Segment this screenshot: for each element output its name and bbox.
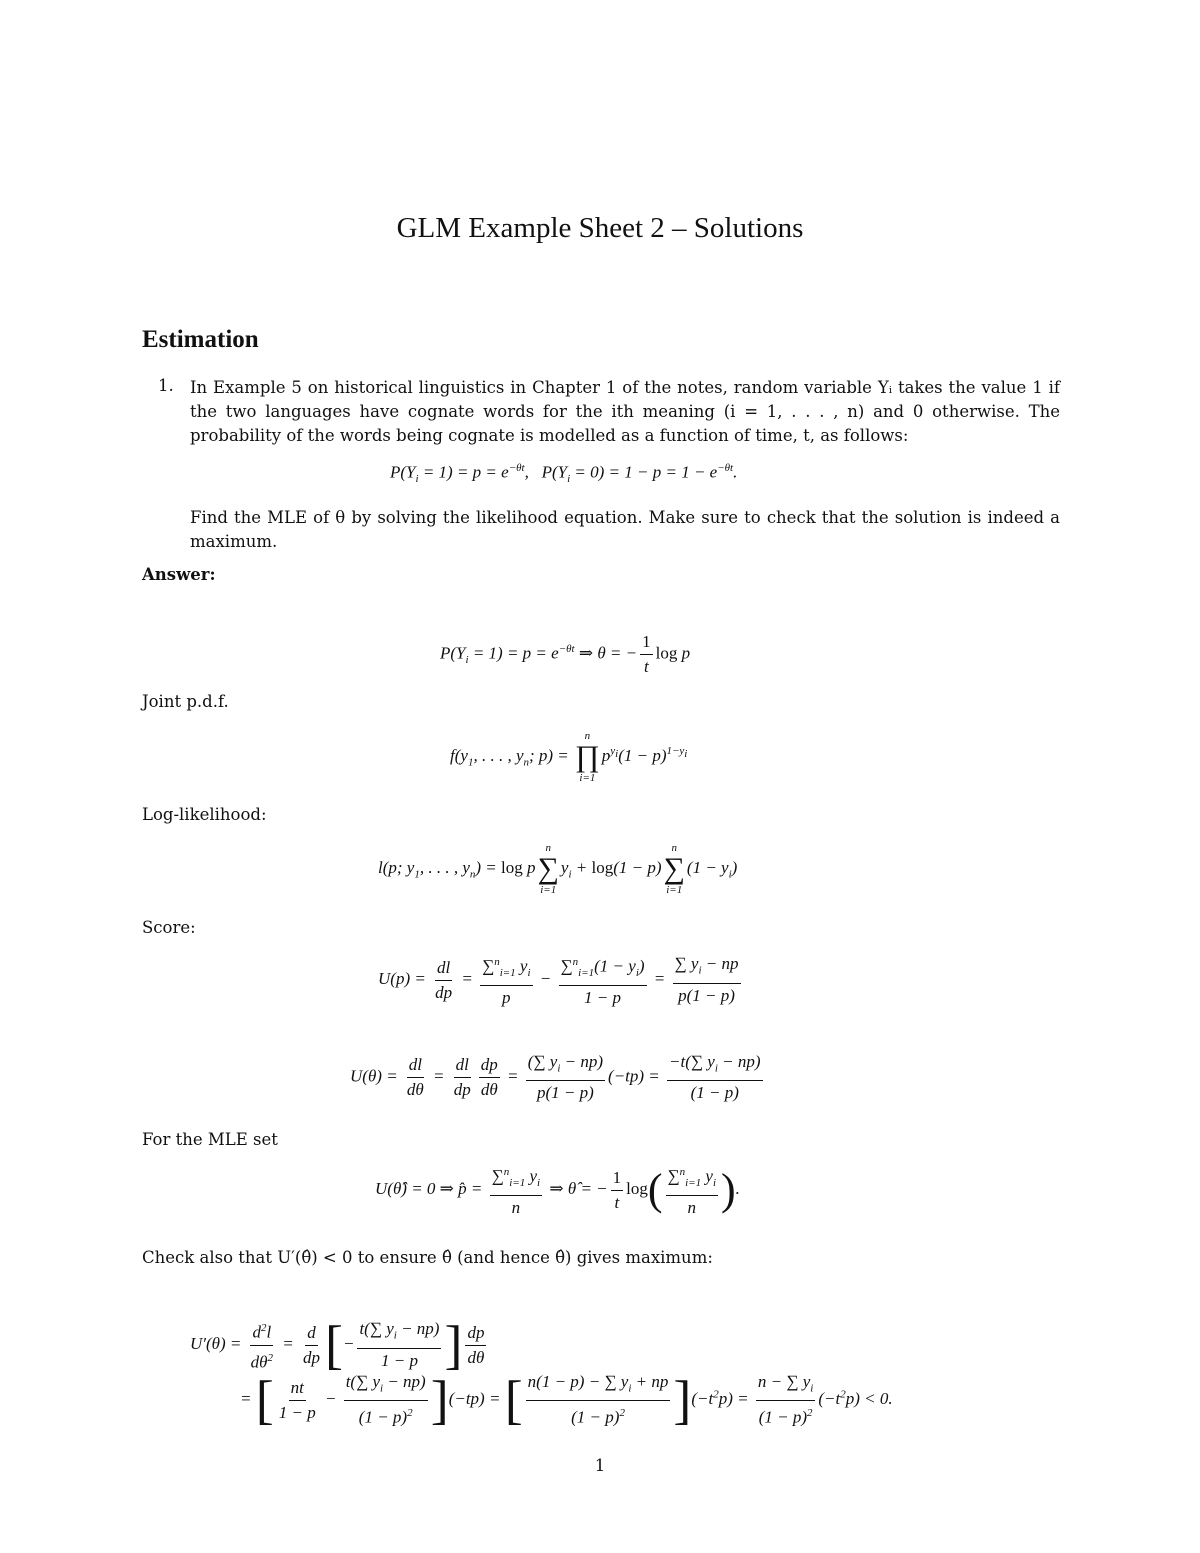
section-heading: Estimation — [142, 326, 259, 353]
question-text: In Example 5 on historical linguistics in Chapter 1 of the notes, random variable Yᵢ takes the value 1 if the two languages have cognate words for the ith meaning (i = 1, . . . , n) and 0 otherwise. The probability of the words being cognate is modelled as a function of time, t, as follows: — [190, 378, 1060, 445]
question-task: Find the MLE of θ by solving the likelihood equation. Make sure to check that the solution is indeed a maximum. — [190, 508, 1060, 551]
question-number: 1. — [158, 376, 174, 395]
score-label: Score: — [142, 918, 196, 937]
equation-second-derivative-1: U′(θ) = $\frac{d^2l}{d\theta^2}$ = $\frac{d}{dp}$ [− $\frac{t(\sum y_i - np)}{1 - p}$ ] $\frac{dp}{d\theta}$ — [190, 1315, 485, 1376]
model-equation: $P(Y_i = 1) = p = e^{-\theta t}$, $P(Y_i = 0) = 1 - p = 1 - e^{-\theta t}$. — [390, 462, 738, 486]
equation-joint: $f(y_1$, . . . , $y_n$; p) = n ∏ i=1 $p^{y_i}(1 - p)^{1-y_i}$ — [450, 730, 688, 784]
equation-score-theta: U(θ) = $\frac{dl}{d\theta}$ = $\frac{dl}{dp}$ $\frac{dp}{d\theta}$ = $\frac{(\sum y_i - np)}{p(1 - p)}$ (−tp) = $\frac{-t(\sum y_i - np)}{(1 - p)}$ — [350, 1052, 761, 1103]
answer-label: Answer: — [142, 565, 216, 584]
equation-theta: $P(Y_i = 1) = p = e^{-\theta t}$ ⇒ θ = − $\frac{1}{t}$ log p — [440, 632, 691, 676]
equation-score-p: U(p) = $\frac{dl}{dp}$ = $\frac{\sum^n_{i=1} y_i}{p}$ − $\frac{\sum^n_{i=1}(1 - y_i)}{1 - p}$ = $\frac{\sum y_i - np}{p(1 - p)}$ — [378, 952, 744, 1008]
equation-second-derivative-2: = [ $\frac{nt}{1 - p}$ − $\frac{t(\sum y_i - np)}{(1 - p)^2}$ ](−tp) = [ $\frac{n(1 - p) - \sum y_i + np}{(1 - p)^2}$ ]$(-t^2p)$ = $\frac{n - \sum y_i}{(1 - p)^2}$ $(-t^2p) < 0$. — [240, 1370, 893, 1431]
loglik-label: Log-likelihood: — [142, 805, 267, 824]
page-number: 1 — [594, 1456, 606, 1475]
joint-label: Joint p.d.f. — [142, 692, 229, 711]
equation-loglik: l(p; $y_1$, . . . , $y_n) = \log p$ n ∑ i=1 $y_i + \log(1 - p)$ n ∑ i=1 $(1 - y_i)$ — [378, 842, 738, 896]
mle-label: For the MLE set — [142, 1130, 278, 1149]
equation-mle: U(θ̂) = 0 ⇒ p̂ = $\frac{\sum^n_{i=1} y_i}{n}$ ⇒ θ̂ = − $\frac{1}{t}$ log( $\frac{\sum^n_{i=1} y_i}{n}$ ). — [375, 1162, 740, 1218]
check-label: Check also that U′(θ̂) < 0 to ensure θ̂ (and hence θ̂) gives maximum: — [142, 1248, 713, 1267]
page-title: GLM Example Sheet 2 – Solutions — [396, 212, 804, 244]
